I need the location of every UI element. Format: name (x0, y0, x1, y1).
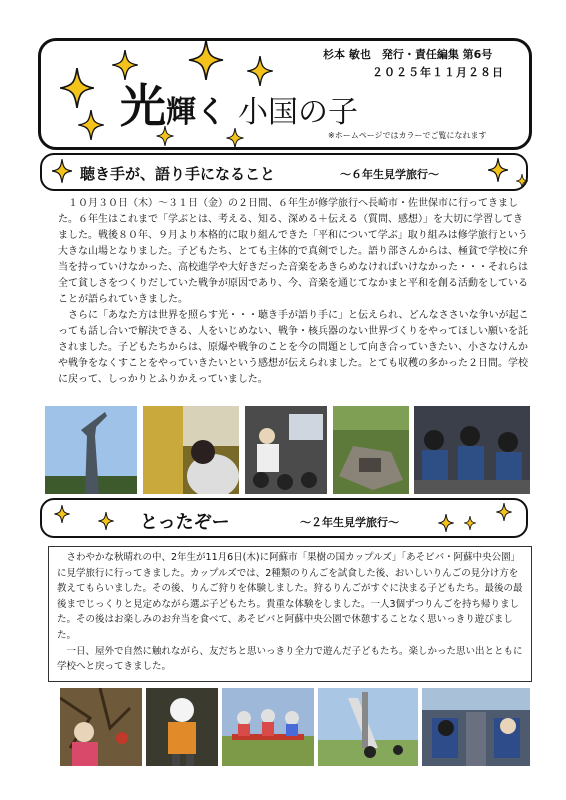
paragraph: さらに「あなた方は世界を照らす光・・・聴き手が語り手に」と伝えられ、どんなささいな争いが起こっても話し合いで解決できる、人をいじめない、戦争・核兵器のない世界づくりをやってほしい願いを託されました。子どもたちからは、原爆や戦争のことを今の問題として向き合っていきたい、小さなけんかや戦争をなくすことをやっていきたいという感想が伝えられました。とても収穫の多かった２日間。学校に戻って、しっかりとふりかえっていました。 (58, 310, 529, 385)
title-part1: 光 (120, 79, 166, 133)
section2-body (48, 546, 532, 682)
star-icon (438, 514, 454, 532)
photo-child-with-bag (146, 688, 218, 766)
section2-subtitle: ～２年生見学旅行～ (300, 516, 399, 529)
star-icon (78, 110, 104, 140)
photo-apple-picking (60, 688, 142, 766)
star-icon (516, 174, 528, 188)
star-icon (488, 158, 508, 182)
title-part3: 小国の子 (238, 95, 358, 130)
star-icon (54, 505, 70, 523)
paragraph: さわやかな秋晴れの中、2年生が11月6日(木)に阿蘇市「果樹の国カップルズ」「あそビバ・阿蘇中央公園」に見学旅行に行ってきました。カップルズでは、2種類のりんごを試食した後、おいしいりんごの見分け方を教えてもらいました。その後、りんご狩りを体験しました。狩るりんごがすぐに決まる子どもたち。最後の最後までじっくりと見定めながら選ぶ子どもたち。貴重な体験をしました。一人3個ずつりんごを持ち帰りました。その後はお楽しみのお弁当を食べて、あそビバと阿蘇中央公園で休憩することなく思いっきり遊びました。 (57, 552, 523, 641)
color-note: ※ホームページではカラーでご覧になれます (328, 131, 487, 140)
section1-title: 聴き手が、語り手になること (80, 165, 276, 183)
photo-park-slide (318, 688, 418, 766)
photo-peace-statue (45, 406, 137, 494)
section1-subtitle: ～６年生見学旅行～ (340, 168, 439, 181)
paragraph: 一日、屋外で自然に触れながら、友だちと思いっきり全力で遊んだ子どもたち。楽しかった思い出とともに学校へと戻ってきました。 (57, 645, 523, 673)
star-icon (98, 512, 114, 530)
section1-body (58, 196, 532, 388)
photo-bus-ride (422, 688, 530, 766)
star-icon (496, 503, 512, 521)
issue-date: ２０２５年１１月２８日 (372, 66, 504, 79)
photo-playground-seesaw (222, 688, 314, 766)
photo-student-bowing (143, 406, 239, 494)
photo-lecture-room (245, 406, 327, 494)
photo-ruins (333, 406, 409, 494)
photo-students-listening (414, 406, 530, 494)
star-icon (464, 516, 476, 530)
newsletter-title (120, 70, 358, 136)
paragraph: １０月３０日（木）～３１日（金）の２日間、６年生が修学旅行へ長崎市・佐世保市に行ってきました。６年生はこれまで「学ぶとは、考える、知る、深める＋伝える（質問、感想）」を大切に学習してきました。戦後８０年、９月より本格的に取り組んできた「平和について学ぶ」取り組みは修学旅行という大きな山場となりました。子どもたち、とても主体的で真剣でした。語り部さんからは、極貧で学校に弁当を持っていけなかった、高校進学や大好きだった音楽をあきらめなければいけなかった・・・それらは全て貧しさをつくりだしていた戦争が原因であり、今、音楽を通じてなかまと平和を創る活動をしていることが語られていきました。 (58, 198, 528, 305)
star-icon (60, 68, 94, 108)
title-part2: 輝く (166, 95, 226, 130)
section2-title: とったぞー (140, 512, 230, 533)
publisher-line: 杉本 敏也 発行・責任編集 第6号 (323, 48, 493, 61)
star-icon (52, 159, 72, 183)
